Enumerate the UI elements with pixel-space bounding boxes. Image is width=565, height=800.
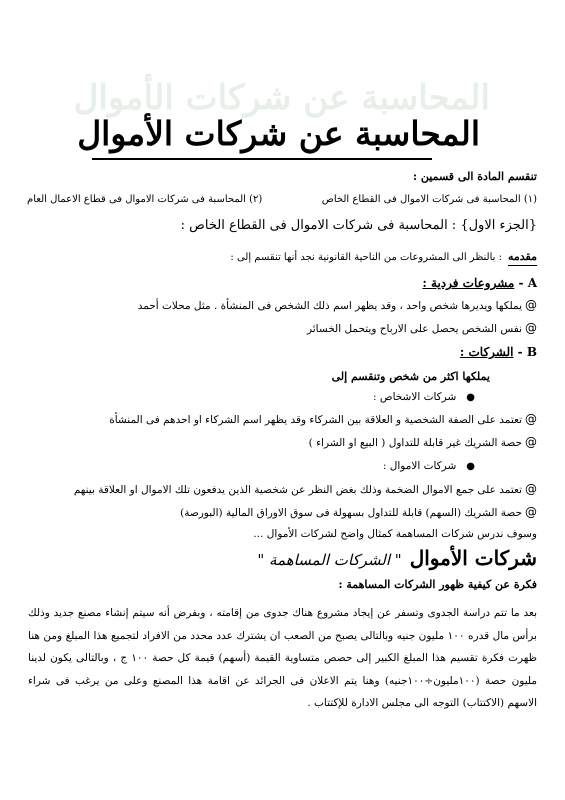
section-b-title: الشركات : [459, 345, 514, 359]
watermark-title: المحاسبة عن شركات الأموال [73, 78, 490, 118]
list-item: @حصة الشريك (السهم) قابلة للتداول بسهولة فى سوق الاوراق المالية (البورصة) [180, 505, 537, 519]
list-item: @نفس الشخص يحصل على الارباح ويتحمل الخسائر [306, 321, 537, 335]
at-bullet-icon: @ [525, 298, 537, 312]
muqaddima-text: : بالنظر الى المشروعات من الناحية القانونية نجد أنها تنقسم إلى : [230, 252, 502, 263]
section-b-owned: يملكها اكثر من شخص وتنقسم إلى [331, 370, 490, 383]
heading2-main: شركات الأموال [409, 546, 537, 570]
heading2-sub: " الشركات المساهمة " [257, 551, 402, 569]
section-a-marker: A - [518, 276, 537, 290]
section-heading-capital-companies [257, 546, 537, 572]
muqaddima-line [230, 250, 537, 265]
at-bullet-icon: @ [525, 412, 537, 426]
intro-line: تنقسم المادة الى قسمين : [413, 170, 537, 183]
at-bullet-icon: @ [525, 482, 537, 496]
list-item: @تعتمد على الصفة الشخصية و العلاقة بين الشركاء وقد يظهر اسم الشركاء او احدهم فى المنشأة [109, 412, 537, 426]
section-b-marker: B - [517, 345, 537, 359]
idea-heading: فكرة عن كيفية ظهور الشركات المساهمة : [338, 578, 537, 591]
part-1-label: (١) المحاسبة فى شركات الاموال فى القطاع الخاص [321, 194, 537, 205]
list-item: @حصة الشريك غير قابلة للتداول ( البيع او الشراء ) [308, 435, 537, 449]
list-item: @يملكها ويديرها شخص واحد ، وقد يظهر اسم ذلك الشخص فى المنشأة . مثل محلات أحمد [137, 298, 537, 312]
section-b-note: وسوف ندرس شركات المساهمة كمثال واضح لشركات الأموال ... [253, 528, 537, 540]
parts-line [27, 193, 537, 207]
at-bullet-icon: @ [525, 505, 537, 519]
list-item: @تعتمد على جمع الاموال الضخمة وذلك بغض النظر عن شخصية الذين يدفعون تلك الاموال او العلاقة بينهم [73, 482, 537, 496]
section-b-heading [460, 345, 537, 359]
part1-heading: {الجزء الاول} : المحاسبة فى شركات الاموال فى القطاع الخاص : [180, 218, 537, 233]
bullet-dot-icon: ● [466, 461, 475, 472]
capital-companies-label: ●شركات الاموال : [382, 460, 475, 472]
body-paragraph: بعد ما تتم دراسة الجدوى وتسفر عن إيجاد مشروع هناك جدوى من إقامته ، وبفرض أنه سيتم إنشاء مصنع جديد وذلك برأس مال قدره ١٠٠ مليون جنيه وبالتالى يصبح من الصعب ان يشترك عدد محدد من الافراد لتجميع هذا المبلغ ومن هنا ظهرت فكرة تقسيم هذا المبلغ الكبير إلى حصص متساوية القيمة (أسهم) قيمة كل حصة ١٠٠ ج ، وبالتالى يكون لدينا مليون حصة (١٠٠مليون÷١٠٠جنيه) وهنا يتم الاعلان فى الجرائد عن اقامة هذا المصنع وعلى من يرغب فى شراء الاسهم (الاكتتاب) التوجه الى مجلس الادارة للإكتتاب . [28, 607, 538, 709]
persons-companies-label: ●شركات الاشخاص : [373, 391, 475, 403]
title-underline [92, 158, 432, 160]
at-bullet-icon: @ [525, 435, 537, 449]
page-title: المحاسبة عن شركات الأموال [77, 114, 480, 153]
bullet-dot-icon: ● [466, 392, 475, 403]
section-a-title: مشروعات فردية : [422, 276, 515, 290]
muqaddima-label: مقدمه [508, 250, 537, 266]
at-bullet-icon: @ [525, 321, 537, 335]
section-a-heading [422, 276, 537, 290]
part-2-label: (٢) المحاسبة فى شركات الاموال فى قطاع الاعمال العام [27, 194, 263, 205]
